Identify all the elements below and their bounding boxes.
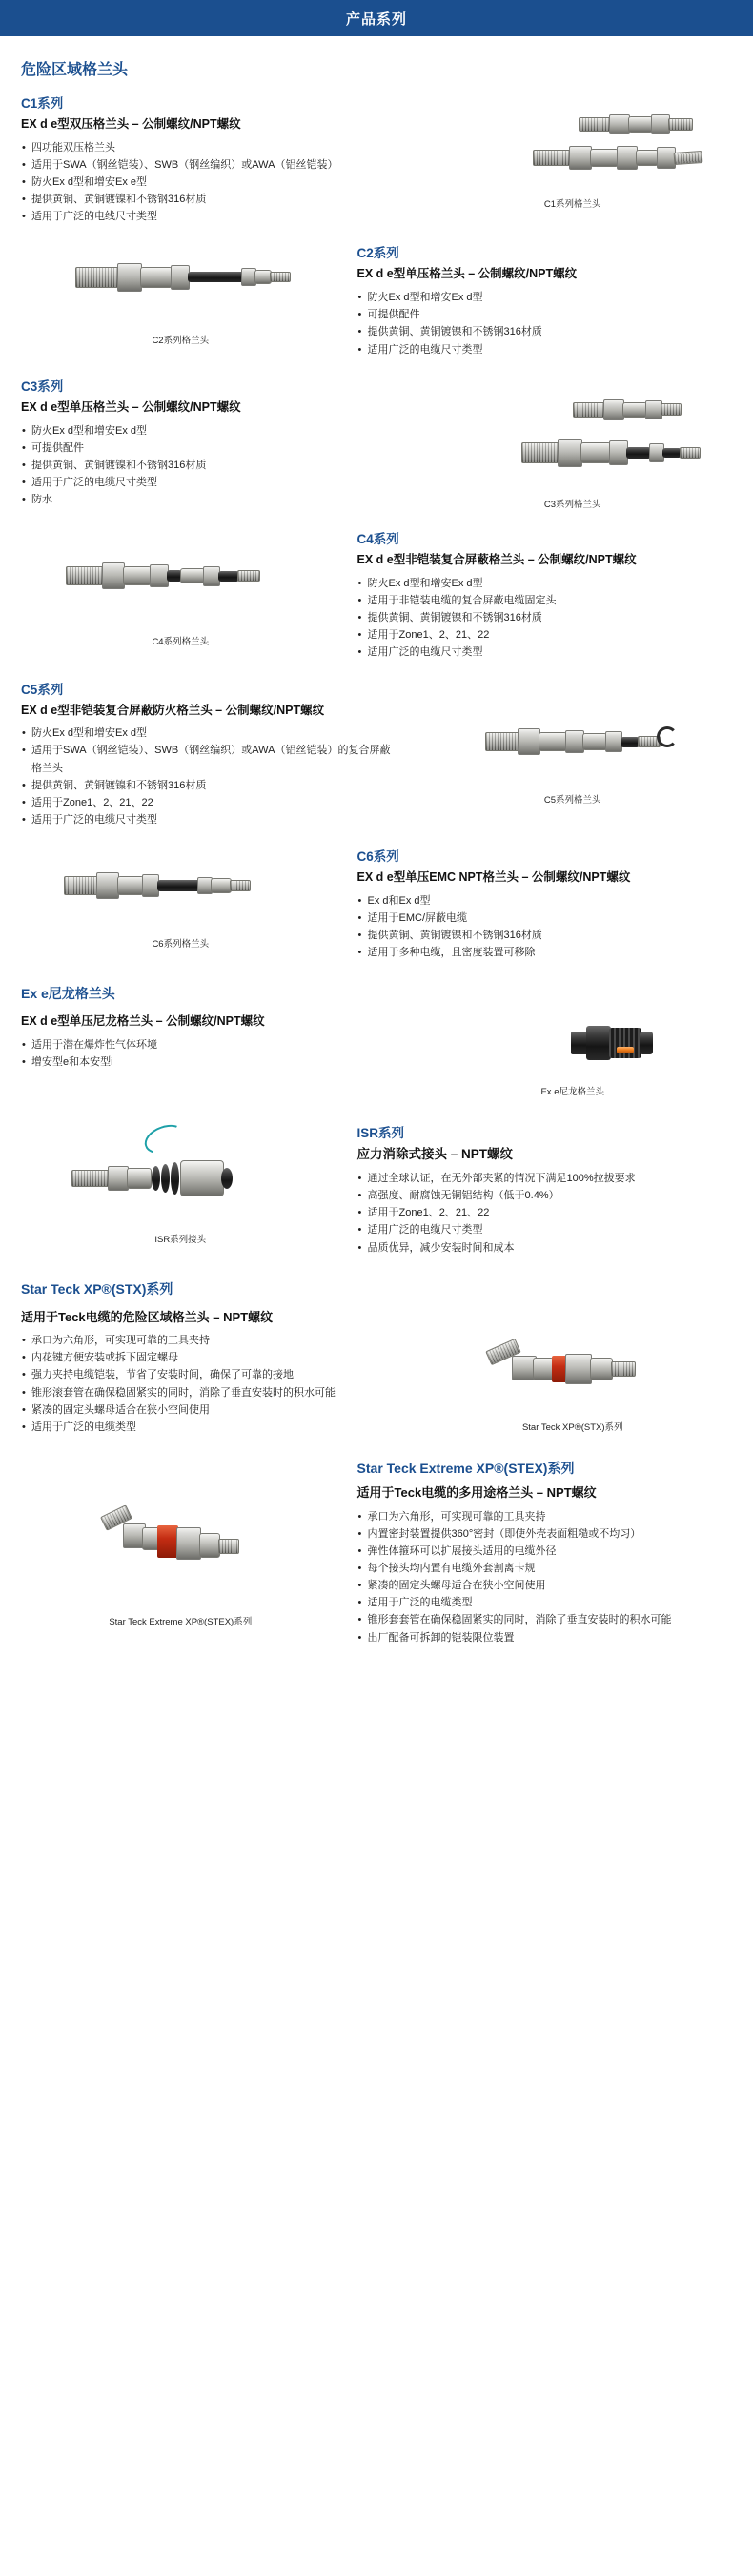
series-block-c4 [13,528,740,661]
list-item: • 提供黄铜、黄铜镀镍和不锈钢316材质 [21,191,397,208]
series-heading-c2: EX d e型单压格兰头 – 公制螺纹/NPT螺纹 [356,267,578,281]
series-row-nylon [13,1009,740,1098]
section-title-hazardous: 危险区域格兰头 [21,62,129,78]
series-image-isr [13,1122,348,1257]
list-item: • 高强度、耐腐蚀无铜铝结构（低于0.4%） [357,1187,732,1204]
gland-illustration-c1 [430,112,716,194]
series-image-stx [405,1304,740,1436]
list-item: • 提供黄铜、黄铜镀镍和不锈钢316材质 [357,323,732,340]
list-item: • 适用于广泛的电缆类型 [357,1594,732,1611]
series-block-c3 [13,376,740,511]
series-code-c6: C6系列 [356,849,399,865]
series-heading-stex: 适用于Teck电缆的多用途格兰头 – NPT螺纹 [356,1485,597,1501]
series-features-c1 [21,139,397,226]
gland-illustration-c5 [430,698,716,789]
image-caption-stx [522,1421,623,1434]
image-caption-c6: C6系列格兰头 [152,939,210,951]
list-item: • 适用于SWA（钢丝铠装）、SWB（钢丝编织）或AWA（铝丝铠装） [21,156,397,174]
list-item: • 适用于广泛的电缆类型 [21,1419,397,1436]
list-item: • 适用于Zone1、2、21、22 [357,1204,732,1221]
series-block-stx [13,1304,740,1436]
list-item: • 适用广泛的电缆尺寸类型 [357,1221,732,1238]
series-row-stx [13,1304,740,1436]
series-code-c1: C1系列 [21,96,64,111]
series-code-c3: C3系列 [21,378,64,394]
series-image-nylon [405,1009,740,1098]
image-caption-isr: ISR系列接头 [154,1234,207,1245]
series-block-isr [13,1122,740,1257]
gland-illustration-isr [37,1122,323,1229]
series-code-c5: C5系列 [21,682,64,697]
series-image-c4 [13,528,348,661]
list-item: • 强力夹持电缆铠装，节省了安装时间，确保了可靠的接地 [21,1366,397,1383]
series-features-c6 [357,892,732,962]
list-item: • 防水 [21,491,397,508]
series-heading-c3: EX d e型单压格兰头 – 公制螺纹/NPT螺纹 [21,399,241,414]
image-caption-c2: C2系列格兰头 [152,336,210,347]
series-row-c1 [13,112,740,225]
list-item: • 适用于广泛的电缆尺寸类型 [21,474,397,491]
series-image-c1 [405,112,740,225]
page-header [0,0,753,36]
gland-illustration-c3 [430,395,716,494]
list-item: • 适用于Zone1、2、21、22 [357,626,732,644]
list-item: • 内花键方便安装或拆下固定螺母 [21,1349,397,1366]
series-heading-c5: EX d e型非铠装复合屏蔽防火格兰头 – 公制螺纹/NPT螺纹 [21,703,325,717]
series-block-c6 [13,846,740,961]
list-item: • 适用广泛的电缆尺寸类型 [357,341,732,358]
section-title-stex: Star Teck Extreme XP®(STEX)系列 [356,1461,575,1477]
gland-illustration-c4 [37,528,323,631]
list-item: • 防火Ex d型和增安Ex d型 [357,289,732,306]
list-item: • 提供黄铜、黄铜镀镍和不锈钢316材质 [21,777,397,794]
list-item: • 适用于广泛的电缆尺寸类型 [21,811,397,828]
series-code-isr: ISR系列 [356,1125,405,1140]
list-item: • 弹性体箍环可以扩展接头适用的电缆外径 [357,1543,732,1560]
list-item: • 增安型e和本安型i [21,1053,397,1071]
list-item: • 锥形滚套管在确保稳固紧实的同时，消除了垂直安装时的积水可能 [21,1384,397,1401]
list-item: • 可提供配件 [357,306,732,323]
list-item: • 内置密封装置提供360°密封（即使外壳表面粗糙或不均习） [357,1525,732,1543]
series-heading-c4: EX d e型非铠装复合屏蔽格兰头 – 公制螺纹/NPT螺纹 [356,553,637,567]
list-item: • 适用于Zone1、2、21、22 [21,794,397,811]
series-image-c2 [13,242,348,358]
series-block-c5 [13,679,740,829]
series-block-stex [13,1459,740,1646]
list-item: • 可提供配件 [21,440,397,457]
series-heading-c1: EX d e型双压格兰头 – 公制螺纹/NPT螺纹 [21,117,241,131]
series-image-c3 [405,395,740,511]
series-image-c6 [13,846,348,961]
image-caption-stex-text: Star Teck Extreme XP®(STEX)系列 [109,1617,253,1628]
series-heading-nylon: EX d e型单压尼龙格兰头 – 公制螺纹/NPT螺纹 [21,1014,265,1029]
list-item: • 提供黄铜、黄铜镀镍和不锈钢316材质 [21,457,397,474]
image-caption-c3: C3系列格兰头 [543,499,601,510]
section-title-stx [21,1279,740,1298]
section-title-nylon: Ex e尼龙格兰头 [21,986,115,1002]
list-item: • 承口为六角形，可实现可靠的工具夹持 [21,1332,397,1349]
list-item: • 通过全球认证，在无外部夹紧的情况下满足100%拉拔要求 [357,1170,732,1187]
series-block-c1 [13,92,740,225]
gland-illustration-c6 [37,846,323,933]
series-row-c6 [13,846,740,961]
series-features-c3 [21,422,397,509]
list-item: • 适用于广泛的电线尺寸类型 [21,208,397,225]
list-item: • 防火Ex d型和增安Ex d型 [21,725,397,742]
list-item: • 适用于潜在爆炸性气体环境 [21,1036,397,1053]
series-row-c4 [13,528,740,661]
list-item: • 适用于SWA（钢丝铠装）、SWB（钢丝编织）或AWA（铝丝铠装）的复合屏蔽格兰头 [21,742,397,776]
list-item: • 适用于非铠装电缆的复合屏蔽电缆固定头 [357,592,732,609]
gland-illustration-stex [37,1497,323,1611]
list-item: • 提供黄铜、黄铜镀镍和不锈钢316材质 [357,609,732,626]
series-code-c2: C2系列 [356,246,399,261]
list-item: • 锥形套套管在确保稳固紧实的同时，消除了垂直安装时的积水可能 [357,1611,732,1628]
series-row-c2 [13,242,740,358]
series-features-nylon [21,1036,397,1071]
list-item: • 紧凑的固定头螺母适合在狭小空间使用 [357,1577,732,1594]
series-row-isr [13,1122,740,1257]
series-row-c5 [13,698,740,829]
list-item: • 防火Ex d型和增安Ex d型 [357,575,732,592]
gland-illustration-nylon [430,1009,716,1081]
page-title: 产品系列 [345,10,407,28]
list-item: • 防火Ex d型和增安Ex e型 [21,174,397,191]
series-features-isr [357,1170,732,1257]
list-item: • Ex d和Ex d型 [357,892,732,910]
series-image-stex [13,1459,348,1646]
list-item: • 四功能双压格兰头 [21,139,397,156]
series-block-nylon [13,1009,740,1098]
series-image-c5 [405,698,740,829]
series-block-c2 [13,242,740,358]
list-item: • 承口为六角形，可实现可靠的工具夹持 [357,1508,732,1525]
image-caption-nylon: Ex e尼龙格兰头 [540,1087,604,1098]
series-heading-c6: EX d e型单压EMC NPT格兰头 – 公制螺纹/NPT螺纹 [356,870,631,885]
list-item: • 防火Ex d型和增安Ex d型 [21,422,397,440]
image-caption-stx-text: Star Teck XP®(STX)系列 [521,1421,623,1433]
list-item: • 提供黄铜、黄铜镀镍和不锈钢316材质 [357,927,732,944]
series-features-stex [357,1508,732,1646]
page-content [0,36,753,1671]
list-item: • 适用广泛的电缆尺寸类型 [357,644,732,661]
gland-illustration-stx [430,1325,716,1417]
list-item: • 紧凑的固定头螺母适合在狭小空间使用 [21,1401,397,1419]
series-features-stx [21,1332,397,1436]
series-features-c2 [357,289,732,358]
series-heading-isr: 应力消除式接头 – NPT螺纹 [356,1146,514,1161]
image-caption-stex [109,1616,252,1628]
image-caption-c5: C5系列格兰头 [543,794,601,806]
list-item: • 品质优异，减少安装时间和成本 [357,1239,732,1257]
series-features-c4 [357,575,732,662]
list-item: • 适用于EMC/屏蔽电缆 [357,910,732,927]
gland-illustration-c2 [37,242,323,330]
section-title-stx-text: Star Teck XP®(STX)系列 [21,1280,173,1297]
image-caption-c4: C4系列格兰头 [152,637,210,648]
series-row-stex [13,1459,740,1646]
series-row-c3 [13,395,740,511]
list-item: • 每个接头均内置有电缆外套割离卡规 [357,1560,732,1577]
image-caption-c1: C1系列格兰头 [543,199,601,210]
list-item: • 出厂配备可拆卸的铠装限位装置 [357,1629,732,1646]
series-code-c4: C4系列 [356,532,399,547]
list-item: • 适用于多种电缆，且密度装置可移除 [357,944,732,961]
series-heading-stx: 适用于Teck电缆的危险区域格兰头 – NPT螺纹 [21,1309,274,1324]
series-features-c5 [21,725,397,828]
